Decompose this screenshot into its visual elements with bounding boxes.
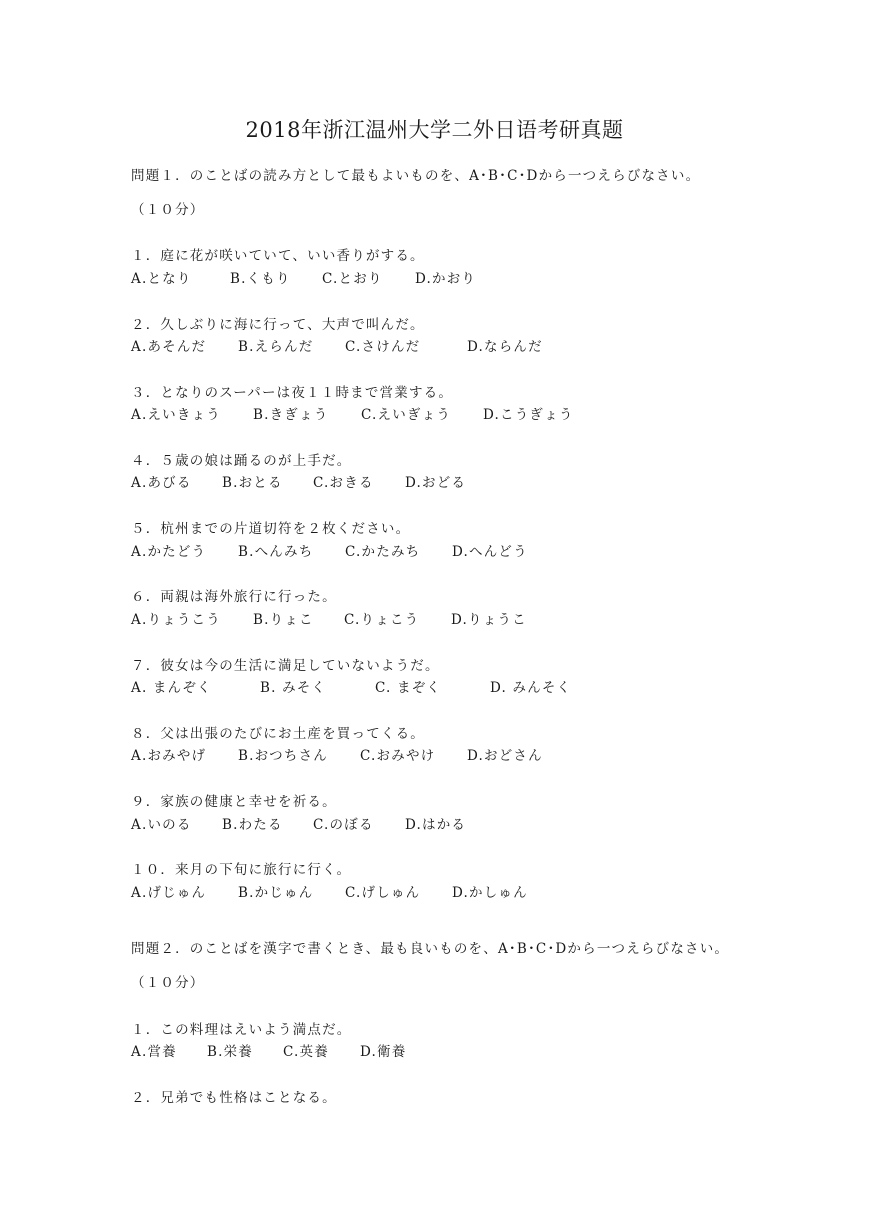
s1-options-1 bbox=[131, 267, 476, 287]
option-a: A.おみやげ bbox=[131, 748, 207, 764]
option-a: A.となり bbox=[131, 271, 192, 287]
section2-points: （１０分） bbox=[131, 975, 205, 991]
option-c: C.とおり bbox=[322, 271, 383, 287]
s1-question-10: １０．来月の下旬に旅行に行く。 bbox=[131, 862, 352, 878]
option-b: B.かじゅん bbox=[238, 885, 314, 901]
option-c: C.おきる bbox=[313, 475, 374, 491]
option-a: A.えいきょう bbox=[131, 407, 221, 423]
s1-options-2 bbox=[131, 335, 543, 355]
option-a: A.あびる bbox=[131, 475, 192, 491]
option-d: D.こうぎょう bbox=[483, 407, 574, 423]
option-b: B.りょこ bbox=[253, 612, 314, 628]
option-a: A.げじゅん bbox=[131, 885, 207, 901]
s1-options-9 bbox=[131, 813, 466, 833]
s2-question-1: １．この料理はえいよう満点だ。 bbox=[131, 1022, 352, 1038]
option-d: D.おどさん bbox=[467, 748, 543, 764]
option-a: A.いのる bbox=[131, 817, 192, 833]
option-a: A.営養 bbox=[131, 1044, 177, 1060]
s2-question-2: ２．兄弟でも性格はことなる。 bbox=[131, 1090, 337, 1106]
s1-question-4: ４．５歳の娘は踊るのが上手だ。 bbox=[131, 453, 352, 469]
option-a: A.かたどう bbox=[131, 544, 207, 560]
s1-options-5 bbox=[131, 540, 528, 560]
section2-heading: 問題２．のことばを漢字で書くとき、最も良いものを、A･B･C･Dから一つえらびなさい。 bbox=[131, 941, 730, 957]
s1-question-7: ７．彼女は今の生活に満足していないようだ。 bbox=[131, 658, 440, 674]
s1-options-4 bbox=[131, 471, 466, 491]
option-c: C.のぼる bbox=[313, 817, 374, 833]
s2-options-1 bbox=[131, 1040, 406, 1060]
option-b: B. みそく bbox=[260, 680, 327, 696]
s1-question-9: ９．家族の健康と幸せを祈る。 bbox=[131, 794, 337, 810]
option-b: B.えらんだ bbox=[238, 339, 314, 355]
s1-question-3: ３．となりのスーパーは夜１１時まで営業する。 bbox=[131, 385, 454, 401]
option-b: B.きぎょう bbox=[253, 407, 329, 423]
option-b: B.栄養 bbox=[207, 1044, 254, 1060]
option-d: D.ならんだ bbox=[467, 339, 543, 355]
s1-options-6 bbox=[131, 608, 527, 628]
option-c: C.英養 bbox=[283, 1044, 329, 1060]
option-d: D.衛養 bbox=[360, 1044, 407, 1060]
option-d: D.かしゅん bbox=[452, 885, 528, 901]
option-c: C.かたみち bbox=[345, 544, 421, 560]
s1-question-1: １．庭に花が咲いていて、いい香りがする。 bbox=[131, 248, 425, 264]
option-a: A. まんぞく bbox=[131, 680, 212, 696]
option-c: C.げしゅん bbox=[345, 885, 421, 901]
option-b: B.おつちさん bbox=[238, 748, 328, 764]
option-b: B.くもり bbox=[230, 271, 291, 287]
s1-question-6: ６．両親は海外旅行に行った。 bbox=[131, 589, 337, 605]
option-c: C.おみやけ bbox=[360, 748, 436, 764]
option-d: D. みんそく bbox=[490, 680, 572, 696]
option-c: C. まぞく bbox=[375, 680, 442, 696]
s1-question-2: ２．久しぶりに海に行って、大声で叫んだ。 bbox=[131, 317, 425, 333]
option-d: D.りょうこ bbox=[451, 612, 527, 628]
option-c: C.さけんだ bbox=[345, 339, 421, 355]
s1-question-5: ５．杭州までの片道切符を２枚ください。 bbox=[131, 521, 411, 537]
option-b: B.へんみち bbox=[238, 544, 314, 560]
option-c: C.りょこう bbox=[344, 612, 420, 628]
option-c: C.えいぎょう bbox=[361, 407, 452, 423]
option-a: A.あそんだ bbox=[131, 339, 207, 355]
option-d: D.かおり bbox=[415, 271, 477, 287]
option-b: B.おとる bbox=[222, 475, 283, 491]
option-d: D.へんどう bbox=[452, 544, 528, 560]
s1-options-10 bbox=[131, 881, 528, 901]
s1-question-8: ８．父は出張のたびにお土産を買ってくる。 bbox=[131, 726, 425, 742]
section1-heading: 問題１．のことばの読み方として最もよいものを、A･B･C･Dから一つえらびなさい。 bbox=[131, 168, 701, 184]
section1-points: （１０分） bbox=[131, 202, 205, 218]
s1-options-3 bbox=[131, 403, 574, 423]
option-d: D.おどる bbox=[405, 475, 467, 491]
option-d: D.はかる bbox=[405, 817, 467, 833]
option-a: A.りょうこう bbox=[131, 612, 221, 628]
s1-options-7 bbox=[131, 676, 571, 696]
option-b: B.わたる bbox=[222, 817, 283, 833]
document-title: 2018年浙江温州大学二外日语考研真题 bbox=[245, 118, 624, 142]
s1-options-8 bbox=[131, 744, 543, 764]
